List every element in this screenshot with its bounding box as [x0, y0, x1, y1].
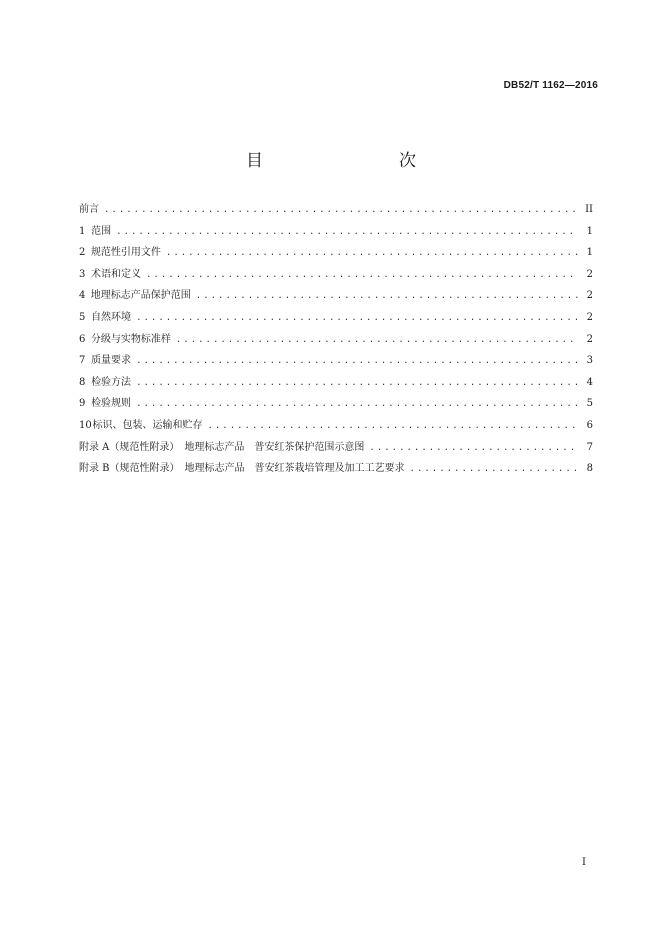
toc-leader-dots	[146, 265, 578, 287]
toc-entry-label: 规范性引用文件	[90, 247, 161, 259]
toc-entry-label: 地理标志产品保护范围	[90, 290, 191, 302]
toc-entry-number: 10	[79, 419, 92, 431]
toc-entry[interactable]	[79, 458, 593, 480]
toc-entry[interactable]	[79, 372, 593, 394]
toc-leader-dots	[207, 416, 578, 438]
toc-leader-dots	[136, 394, 578, 416]
toc-entry-page: 1	[586, 225, 593, 237]
toc-leader-dots	[116, 222, 578, 244]
toc-entry-number: 9	[79, 398, 86, 410]
toc-entry-label: 前言	[79, 204, 99, 215]
toc-entry-page: 2	[586, 290, 593, 302]
toc-entry-number: 6	[79, 333, 86, 345]
toc-entry[interactable]	[79, 350, 593, 372]
toc-entry-page: 2	[586, 333, 593, 345]
toc-entry-number: 1	[79, 225, 86, 237]
toc-entry-number: 3	[79, 268, 86, 280]
toc-entry-label: 范围	[91, 225, 112, 237]
toc-entry[interactable]	[79, 264, 593, 286]
toc-entry-page: 8	[586, 463, 593, 475]
toc-entry-label: 分级与实物标准样	[90, 333, 171, 345]
toc-entry-page: 2	[586, 268, 593, 280]
page-number: I	[582, 857, 586, 868]
toc-entry[interactable]	[79, 221, 593, 243]
toc-entry-number: 5	[79, 311, 86, 323]
toc-leader-dots	[136, 351, 578, 373]
toc-entry-label: 检验方法	[91, 376, 132, 388]
page-title: 目 次	[246, 151, 450, 171]
toc-entry-label: 标识、包装、运输和贮存	[92, 419, 203, 431]
toc-entry[interactable]	[79, 199, 593, 221]
toc-entry-number: 8	[79, 376, 86, 388]
table-of-contents	[79, 199, 593, 480]
toc-entry-page: 5	[586, 398, 593, 410]
toc-leader-dots	[136, 308, 578, 330]
toc-entry[interactable]	[79, 307, 593, 329]
toc-entry-number: 7	[79, 355, 86, 367]
toc-leader-dots	[369, 438, 578, 460]
toc-entry-page: 7	[586, 441, 593, 453]
toc-entry[interactable]	[79, 437, 593, 459]
toc-entry-label: 检验规则	[91, 398, 132, 410]
toc-entry[interactable]	[79, 415, 593, 437]
toc-leader-dots	[410, 459, 578, 481]
toc-entry-number: 4	[79, 290, 86, 302]
toc-leader-dots	[136, 373, 578, 395]
toc-entry[interactable]	[79, 393, 593, 415]
toc-leader-dots	[196, 286, 578, 308]
toc-entry-page: 4	[586, 376, 593, 388]
toc-entry[interactable]	[79, 285, 593, 307]
toc-leader-dots	[104, 200, 578, 222]
toc-entry-page: 2	[586, 311, 593, 323]
toc-entry-page: 3	[586, 355, 593, 367]
toc-entry-label: 自然环境	[91, 311, 132, 323]
toc-entry-number: 2	[79, 247, 86, 259]
toc-leader-dots	[176, 330, 578, 352]
standard-code: DB52/T 1162—2016	[503, 80, 598, 91]
toc-entry-page: 1	[586, 247, 593, 259]
toc-entry-label: 术语和定义	[91, 268, 142, 280]
toc-entry-page: II	[585, 204, 593, 215]
toc-entry-label: 附录 A（规范性附录） 地理标志产品 普安红茶保护范围示意图	[79, 441, 365, 453]
toc-entry[interactable]	[79, 242, 593, 264]
toc-entry-label: 质量要求	[91, 355, 132, 367]
toc-entry[interactable]	[79, 329, 593, 351]
toc-entry-page: 6	[586, 419, 593, 431]
toc-entry-label: 附录 B（规范性附录） 地理标志产品 普安红茶栽培管理及加工工艺要求	[79, 463, 405, 475]
toc-leader-dots	[166, 243, 578, 265]
